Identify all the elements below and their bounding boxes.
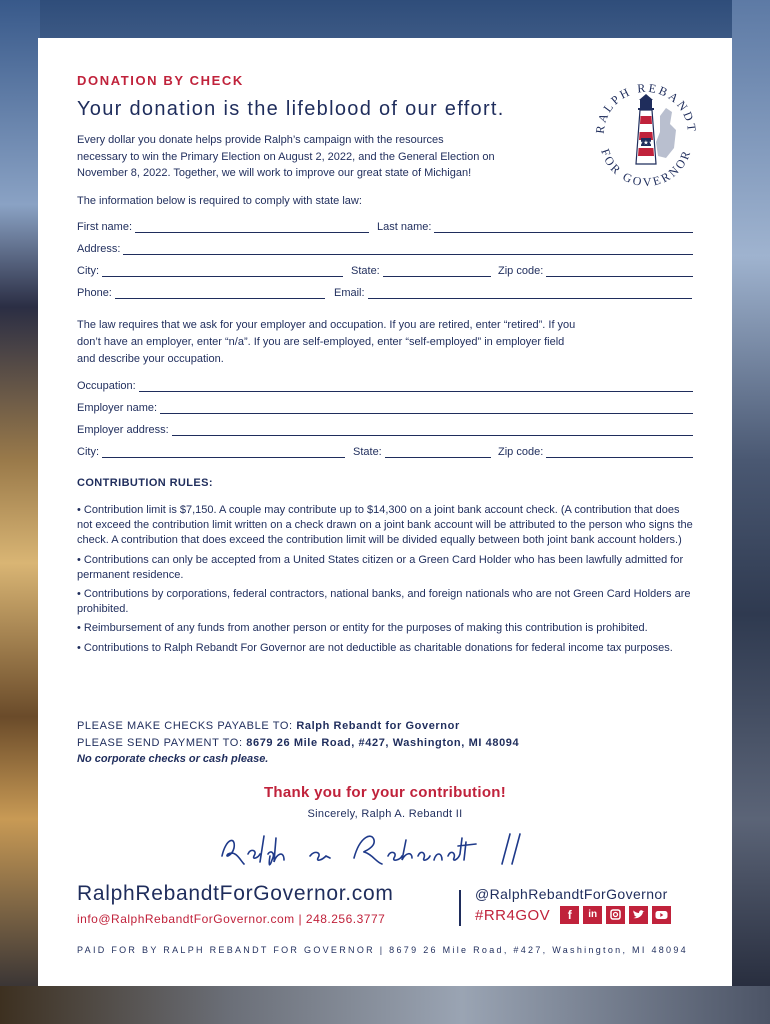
payment-note: No corporate checks or cash please. [77,753,269,765]
footer-divider [459,890,461,926]
form-kicker: DONATION BY CHECK [77,73,244,88]
social-handle[interactable]: @RalphRebandtForGovernor [475,886,668,902]
employer-address-field[interactable] [77,424,693,436]
field-label: Phone: [77,287,112,299]
send-line [77,737,519,749]
field-label: Employer address: [77,424,169,436]
contact-text: info@RalphRebandtForGovernor.com | 248.256.3777 [77,912,386,926]
social-row [475,906,671,924]
linkedin-icon[interactable]: in [583,906,602,924]
intro-line: necessary to win the Primary Election on August 2, 2022, and the General Election on [77,150,495,163]
intro-line: Every dollar you donate helps provide Ralph’s campaign with the resources [77,134,444,146]
employer-zip-field[interactable] [498,446,693,458]
field-label: First name: [77,221,133,233]
address-field[interactable] [77,243,693,255]
headline: Your donation is the lifeblood of our effort. [77,98,505,120]
sincerely-text: Sincerely, Ralph A. Rebandt II [307,808,463,820]
facebook-icon[interactable]: f [560,906,579,924]
rules-list [77,503,695,660]
last-name-field[interactable] [377,221,693,233]
field-label: Address: [77,243,121,255]
rule-item: • Reimbursement of any funds from another person or entity for the purposes of making this contribution is prohibited. [77,622,648,635]
lighthouse-icon [586,72,706,192]
intro-line: November 8, 2022. Together, we will work to improve our great state of Michigan! [77,167,472,179]
background-right-strip [732,0,770,1024]
rule-item: • Contribution limit is $7,150. A couple may contribute up to $14,300 on a joint bank account check. (A contribution that does not exceed the contribution limit written on a check drawn on a joint bank account will be attributed to the person who signs the check. A contribution that does exceed the contribution limit will be divided equally between both joint bank account holders.) [77,504,693,547]
field-label: Employer name: [77,402,158,414]
svg-text:RALPH REBANDT: RALPH REBANDT [592,80,700,135]
hashtag-text: #RR4GOV [475,906,551,924]
note-line: and describe your occupation. [77,353,224,365]
field-label: State: [353,446,382,458]
state-field[interactable] [351,265,491,277]
campaign-logo [586,72,706,192]
svg-text:★★★: ★★★ [637,140,655,147]
paid-for-disclaimer: PAID FOR BY RALPH REBANDT FOR GOVERNOR | 8679 26 Mile Road, #427, Washington, MI 48094 [77,945,688,955]
first-name-field[interactable] [77,221,369,233]
send-label: PLEASE SEND PAYMENT TO: [77,737,243,749]
field-label: Email: [334,287,365,299]
employer-city-field[interactable] [77,446,345,458]
signature [214,826,554,874]
field-label: Zip code: [498,265,544,277]
payable-label: PLEASE MAKE CHECKS PAYABLE TO: [77,720,293,732]
city-field[interactable] [77,265,343,277]
field-label: Occupation: [77,380,136,392]
employer-name-field[interactable] [77,402,693,414]
svg-text:FOR GOVERNOR: FOR GOVERNOR [598,146,694,190]
note-line: The law requires that we ask for your employer and occupation. If you are retired, enter “retired”. If you [77,319,576,331]
field-label: City: [77,265,99,277]
note-line: don’t have an employer, enter “n/a”. If you are self-employed, enter “self-employed” in employer field [77,336,565,348]
rule-item: • Contributions can only be accepted from a United States citizen or a Green Card Holder who has been lawfully admitted for permanent residence. [77,553,684,581]
form-intro: The information below is required to comply with state law: [77,195,362,207]
background-left-strip [0,0,40,1024]
instagram-icon[interactable] [606,906,625,924]
field-label: Last name: [377,221,432,233]
send-value: 8679 26 Mile Road, #427, Washington, MI 48094 [246,737,520,749]
occupation-field[interactable] [77,380,693,392]
intro-paragraph [77,132,495,182]
website-text[interactable]: RalphRebandtForGovernor.com [77,882,394,905]
zip-field[interactable] [498,265,693,277]
rule-item: • Contributions to Ralph Rebandt For Governor are not deductible as charitable donations for federal income tax purposes. [77,641,673,654]
email-field[interactable] [334,287,692,299]
field-label: State: [351,265,380,277]
thank-you-text: Thank you for your contribution! [263,784,507,801]
employer-state-field[interactable] [353,446,491,458]
employer-note [77,317,575,368]
field-label: Zip code: [498,446,544,458]
background-bottom-strip [0,986,770,1024]
twitter-icon[interactable] [629,906,648,924]
donation-form-sheet [38,38,732,986]
youtube-icon[interactable] [652,906,671,924]
rule-item: • Contributions by corporations, federal contractors, national banks, and foreign nationals who are not Green Card Holders are prohibited. [77,588,691,616]
rules-heading: CONTRIBUTION RULES: [77,477,213,489]
payable-line [77,720,460,732]
phone-field[interactable] [77,287,325,299]
field-label: City: [77,446,99,458]
payable-value: Ralph Rebandt for Governor [296,720,460,732]
